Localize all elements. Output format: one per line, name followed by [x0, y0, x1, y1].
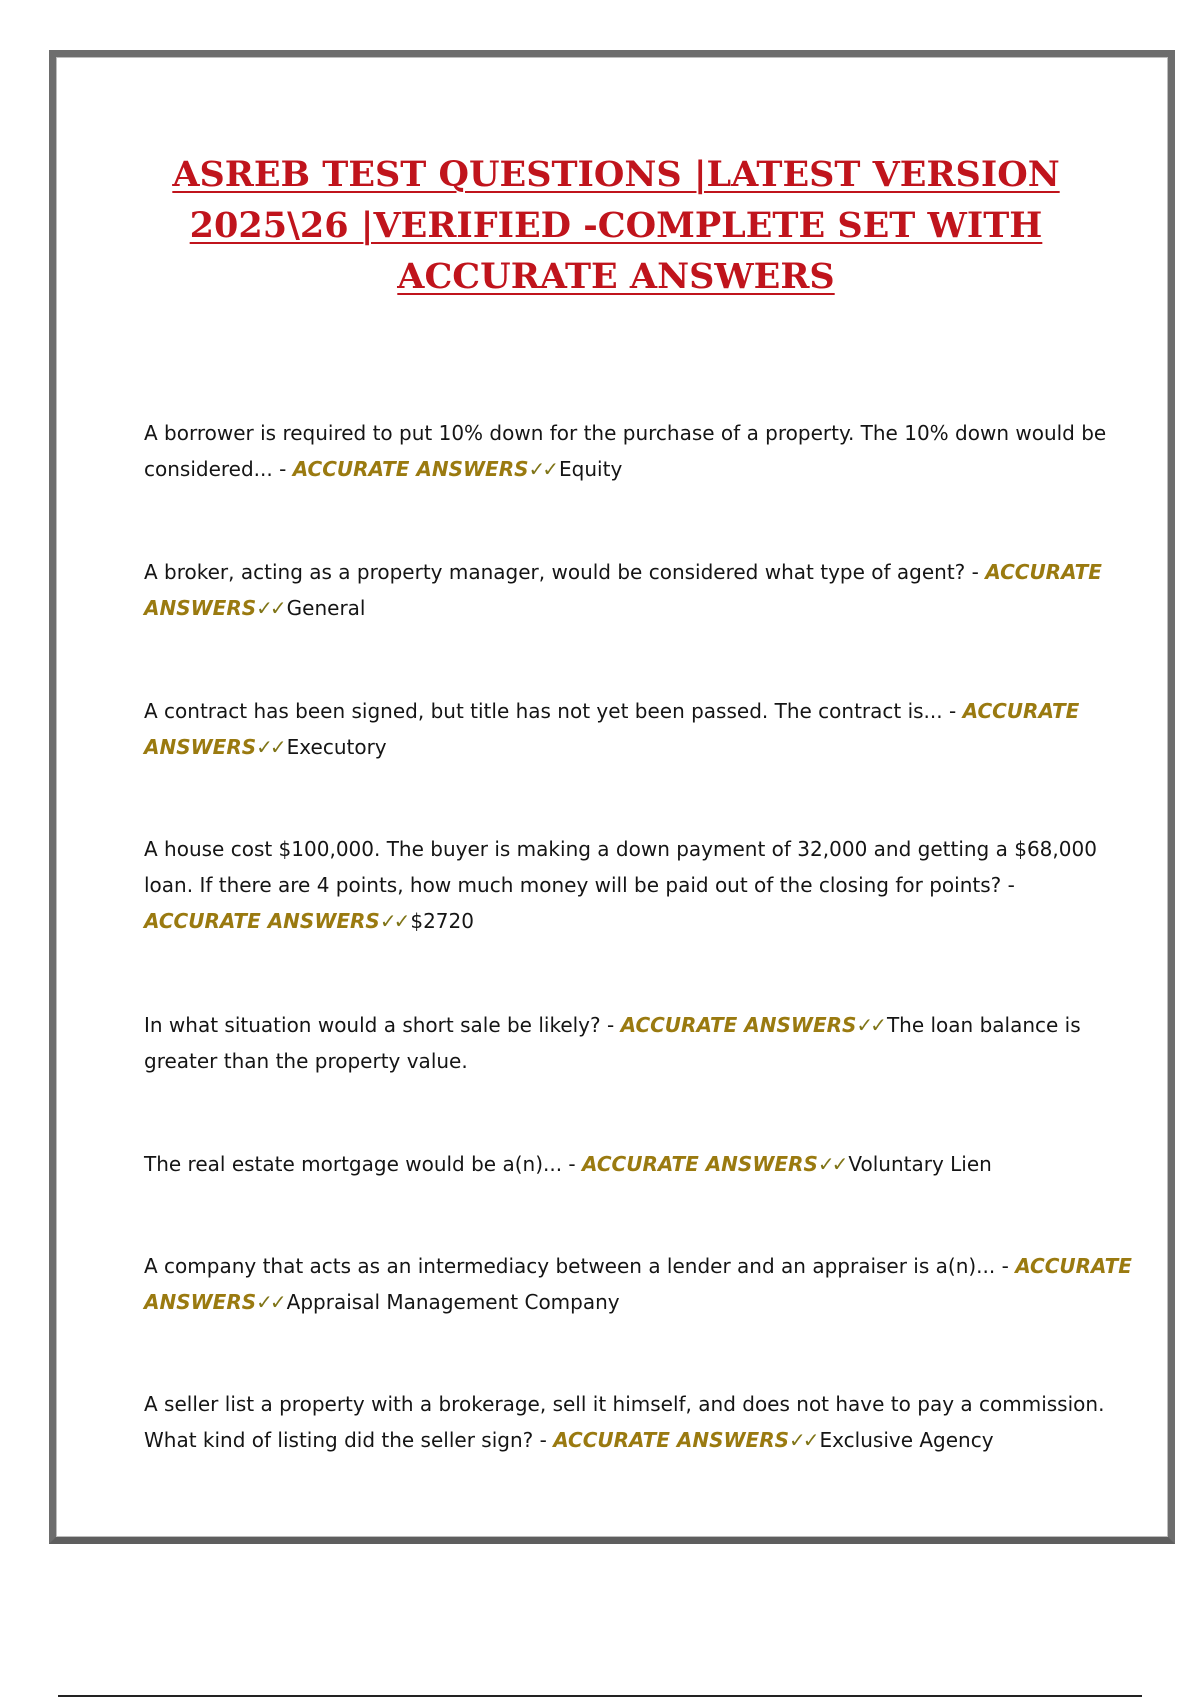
question-text: A company that acts as an intermediacy between a lender and an appraiser is a(n)...: [144, 1254, 996, 1278]
answer-text: The loan balance is greater than the property value.: [144, 1013, 1081, 1073]
question-text: A borrower is required to put 10% down for the purchase of a property. The 10% down would be considered...: [144, 421, 1107, 481]
answer-label: ACCURATE ANSWERS: [144, 1254, 1132, 1314]
separator: -: [600, 1013, 621, 1037]
separator: -: [942, 699, 963, 723]
double-check-icon: ✓✓: [528, 457, 557, 481]
qa-item-5: [144, 1007, 1134, 1079]
answer-text: Voluntary Lien: [848, 1152, 992, 1176]
double-check-icon: ✓✓: [256, 596, 284, 620]
double-check-icon: ✓✓: [817, 1152, 846, 1176]
separator: -: [965, 560, 986, 584]
qa-item-8: [144, 1386, 1134, 1458]
answer-text: Appraisal Management Company: [286, 1290, 620, 1314]
answer-text: Exclusive Agency: [819, 1428, 994, 1452]
separator: -: [533, 1428, 554, 1452]
qa-item-6: [144, 1146, 1134, 1182]
separator: -: [995, 1254, 1016, 1278]
question-text: The real estate mortgage would be a(n)...: [144, 1152, 563, 1176]
qa-item-2: [144, 554, 1134, 626]
question-text: In what situation would a short sale be likely?: [144, 1013, 601, 1037]
answer-label: ACCURATE ANSWERS: [144, 560, 1102, 620]
answer-label: ACCURATE ANSWERS: [620, 1013, 857, 1037]
title-line: ASREB TEST QUESTIONS |LATEST VERSION: [172, 154, 1060, 195]
question-text: A broker, acting as a property manager, would be considered what type of agent?: [144, 560, 966, 584]
answer-label: ACCURATE ANSWERS: [553, 1428, 790, 1452]
double-check-icon: ✓✓: [379, 909, 408, 933]
double-check-icon: ✓✓: [256, 735, 284, 759]
answer-text: Equity: [559, 457, 623, 481]
double-check-icon: ✓✓: [256, 1290, 284, 1314]
title-line: ACCURATE ANSWERS: [397, 256, 835, 297]
double-check-icon: ✓✓: [789, 1428, 817, 1452]
document-title: [116, 149, 1116, 302]
answer-text: $2720: [410, 909, 474, 933]
qa-item-3: [144, 693, 1134, 765]
qa-item-7: [144, 1248, 1134, 1320]
document-page: [49, 50, 1175, 1544]
answer-label: ACCURATE ANSWERS: [582, 1152, 818, 1176]
question-text: A house cost $100,000. The buyer is making a down payment of 32,000 and getting a $68,000 loan. If there are 4 points, how much money will be paid out of the closing for points?: [144, 837, 1097, 897]
double-check-icon: ✓✓: [856, 1013, 884, 1037]
separator: -: [272, 457, 293, 481]
qa-item-4: [144, 831, 1134, 939]
bottom-divider: [58, 1695, 1142, 1697]
answer-text: General: [286, 596, 366, 620]
answer-text: Executory: [286, 735, 387, 759]
qa-item-1: [144, 415, 1134, 487]
answer-label: ACCURATE ANSWERS: [144, 699, 1080, 759]
separator: -: [1001, 873, 1015, 897]
answer-label: ACCURATE ANSWERS: [144, 909, 380, 933]
question-text: A seller list a property with a brokerage, sell it himself, and does not have to pay a commission. What kind of listing did the seller sign?: [144, 1392, 1105, 1452]
separator: -: [562, 1152, 583, 1176]
answer-label: ACCURATE ANSWERS: [292, 457, 529, 481]
title-line: 2025\26 |VERIFIED -COMPLETE SET WITH: [189, 205, 1043, 246]
question-text: A contract has been signed, but title has not yet been passed. The contract is...: [144, 699, 943, 723]
